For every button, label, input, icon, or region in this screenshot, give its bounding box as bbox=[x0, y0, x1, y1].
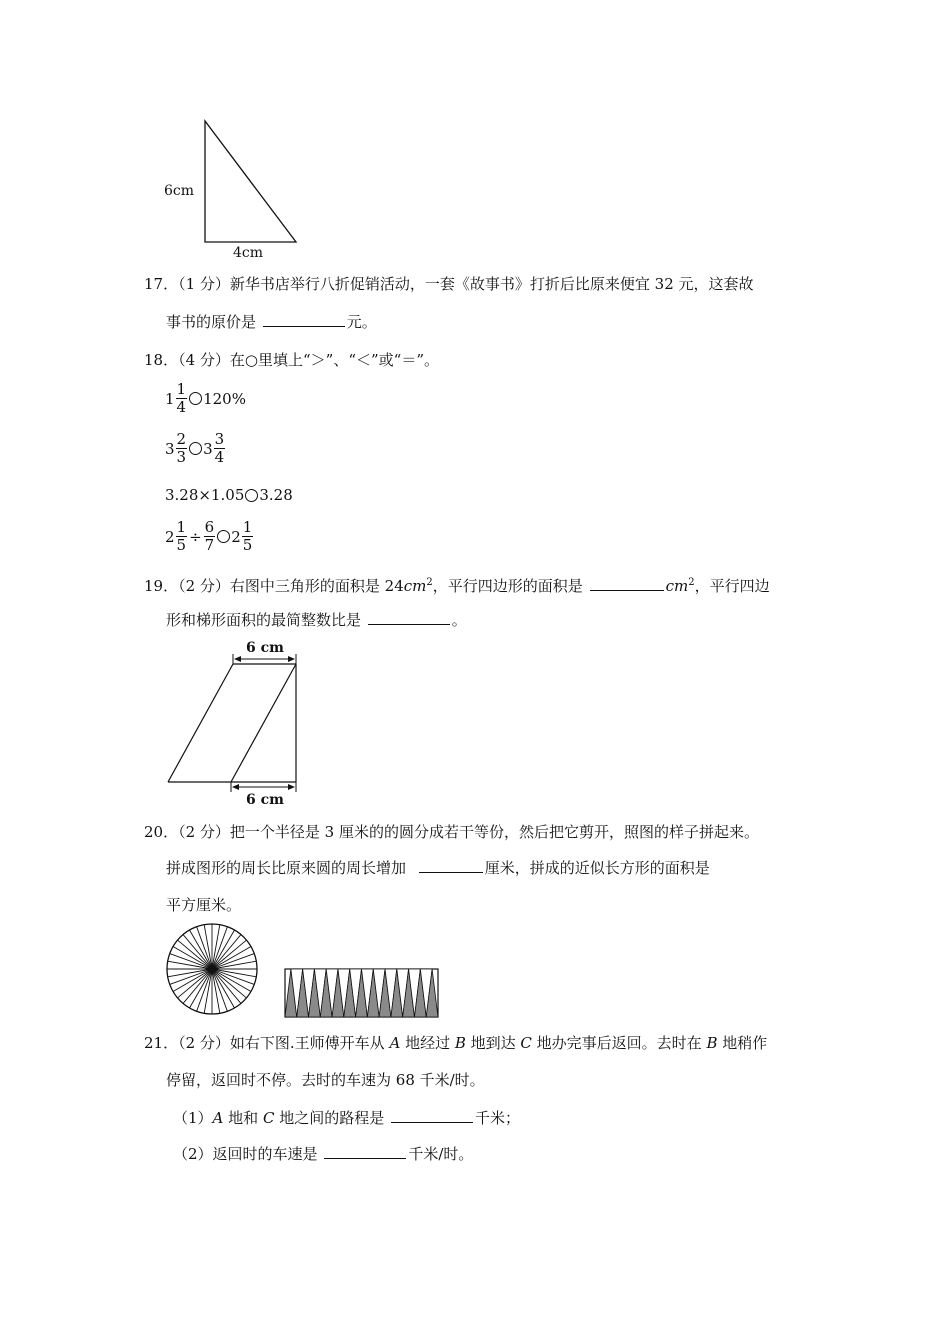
q21-line1 bbox=[144, 1033, 767, 1053]
q21-sub1 bbox=[173, 1108, 520, 1128]
q19-text-c: ，平行四边 bbox=[694, 577, 770, 595]
q18-e2-den-b: 4 bbox=[214, 448, 225, 466]
q21-point-b2: B bbox=[706, 1034, 718, 1052]
q21-sub1-text-a: 地和 bbox=[223, 1109, 263, 1127]
q19-text-a: 右图中三角形的面积是 24 bbox=[229, 577, 404, 595]
q18-e2-whole-a: 3 bbox=[165, 439, 175, 458]
q21-sub1-text-c: 千米； bbox=[474, 1109, 520, 1127]
q21-point-a: A bbox=[389, 1034, 401, 1052]
q21-sub2 bbox=[173, 1144, 473, 1164]
q19-unit-b: cm bbox=[665, 577, 689, 595]
q17-text-b: 事书的原价是 bbox=[166, 313, 257, 331]
q19-score: （2 分） bbox=[178, 577, 230, 595]
q21-text-a2: 地经过 bbox=[400, 1034, 455, 1052]
q21-sub1-point-a: A bbox=[212, 1109, 224, 1127]
q18-e3-left: 3.28×1.05 bbox=[165, 486, 245, 504]
q21-text-a1: 如右下图.王师傅开车从 bbox=[229, 1034, 390, 1052]
trapezoid-top-label: 6 cm bbox=[246, 640, 284, 656]
q17-text: 新华书店举行八折促销活动，一套《故事书》打折后比原来便宜 32 元，这套故 bbox=[229, 275, 754, 293]
q20-text-c: 厘米，拼成的近似长方形的面积是 bbox=[484, 859, 710, 877]
q21-sub1-point-c: C bbox=[262, 1109, 275, 1127]
q18-e4-den-a: 5 bbox=[176, 536, 187, 554]
q18-e3-right: 3.28 bbox=[259, 486, 293, 504]
q19-sup-b: 2 bbox=[688, 577, 695, 588]
q18-number: 18． bbox=[144, 351, 179, 369]
q20-text-d: 平方厘米。 bbox=[166, 896, 242, 914]
q19-sup-a: 2 bbox=[426, 577, 433, 588]
q19-unit-a: cm bbox=[403, 577, 427, 595]
q18-e4-whole-a: 2 bbox=[165, 527, 175, 546]
triangle-base-label: 4cm bbox=[233, 245, 264, 261]
q20-score: （2 分） bbox=[178, 823, 230, 841]
q21-point-b: B bbox=[454, 1034, 466, 1052]
q21-text-a3: 地到达 bbox=[465, 1034, 521, 1052]
q18-e2-num-b: 3 bbox=[214, 430, 225, 448]
q20-text-b: 拼成图形的周长比原来圆的周长增加 bbox=[166, 859, 407, 877]
q20-number: 20． bbox=[144, 823, 179, 841]
q18-score: （4 分） bbox=[178, 351, 230, 369]
q20-text-a: 把一个半径是 3 厘米的的圆分成若干等份，然后把它剪开，照图的样子拼起来。 bbox=[229, 823, 759, 841]
q18-e4-num-a: 1 bbox=[176, 518, 187, 536]
q18-e2-num-a: 2 bbox=[176, 430, 187, 448]
q18-text: 在○里填上“＞”、“＜”或“＝”。 bbox=[229, 351, 440, 369]
q19-number: 19． bbox=[144, 577, 179, 595]
triangle-height-label: 6cm bbox=[164, 183, 195, 199]
q18-e1-whole: 1 bbox=[165, 389, 175, 408]
q21-text-b: 停留，返回时不停。去时的车速为 68 千米/时。 bbox=[166, 1071, 485, 1089]
q17-number: 17． bbox=[144, 275, 179, 293]
q21-number: 21． bbox=[144, 1034, 179, 1052]
q21-sub1-text-b: 地之间的路程是 bbox=[274, 1109, 385, 1127]
q21-speed-blank[interactable] bbox=[324, 1144, 406, 1159]
q21-line2 bbox=[166, 1070, 485, 1090]
q21-sub2-text-b: 千米/时。 bbox=[408, 1145, 474, 1163]
q21-text-a5: 地稍作 bbox=[717, 1034, 768, 1052]
q21-score: （2 分） bbox=[178, 1034, 230, 1052]
q19-text-d: 形和梯形面积的最简整数比是 bbox=[166, 611, 362, 629]
q21-sub2-text-a: 返回时的车速是 bbox=[212, 1145, 318, 1163]
q21-sub2-number: （2） bbox=[173, 1145, 213, 1163]
q19-text-b: ，平行四边形的面积是 bbox=[432, 577, 583, 595]
q17-text-c: 元。 bbox=[346, 313, 377, 331]
q21-distance-blank[interactable] bbox=[391, 1108, 473, 1123]
q18-e1-den: 4 bbox=[176, 398, 187, 416]
q18-e4-num-b: 6 bbox=[204, 518, 215, 536]
q18-e2-whole-b: 3 bbox=[203, 439, 213, 458]
q18-e4-den-b: 7 bbox=[204, 536, 215, 554]
q21-point-c: C bbox=[520, 1034, 532, 1052]
q18-e1-right: 120% bbox=[203, 389, 246, 408]
q18-e1-num: 1 bbox=[176, 380, 187, 398]
q18-e4-div: ÷ bbox=[189, 527, 202, 546]
q19-text-e: 。 bbox=[451, 611, 467, 629]
q21-sub1-number: （1） bbox=[173, 1109, 213, 1127]
q17-score: （1 分） bbox=[178, 275, 230, 293]
q18-e4-whole-c: 2 bbox=[231, 527, 241, 546]
trapezoid-bottom-label: 6 cm bbox=[246, 792, 284, 808]
q18-e2-den-a: 3 bbox=[176, 448, 187, 466]
q21-text-a4: 地办完事后返回。去时在 bbox=[531, 1034, 707, 1052]
q18-e4-den-c: 5 bbox=[242, 536, 253, 554]
q18-e4-num-c: 1 bbox=[242, 518, 253, 536]
